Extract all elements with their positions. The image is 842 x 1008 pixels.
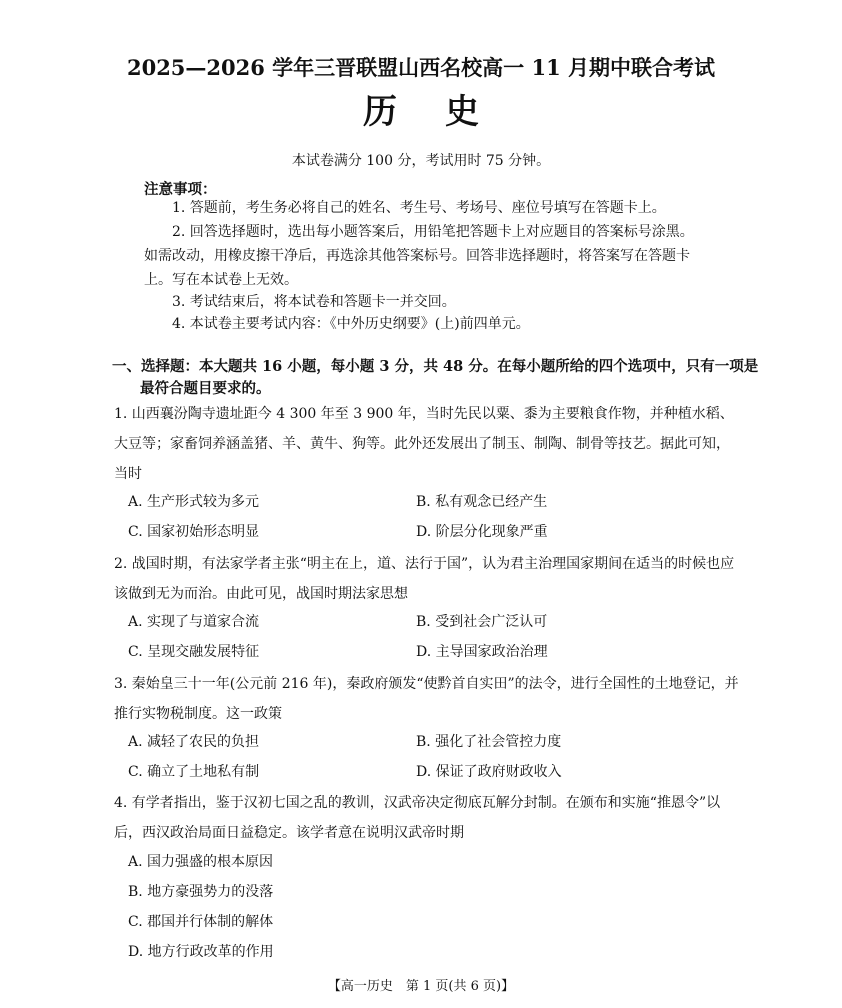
exam-title: 2025—2026 学年三晋联盟山西名校高一 11 月期中联合考试: [126, 55, 716, 80]
question-2-option-a[interactable]: A. 实现了与道家合流: [128, 614, 260, 630]
question-3-option-c[interactable]: C. 确立了土地私有制: [128, 764, 260, 780]
question-1-option-b[interactable]: B. 私有观念已经产生: [416, 494, 548, 510]
question-4-option-a[interactable]: A. 国力强盛的根本原因: [128, 854, 274, 870]
question-4-option-b[interactable]: B. 地方豪强势力的没落: [128, 884, 274, 900]
notice-heading: 注意事项：: [144, 181, 217, 198]
question-3-option-d[interactable]: D. 保证了政府财政收入: [416, 764, 562, 780]
question-3-option-b[interactable]: B. 强化了社会管控力度: [416, 734, 562, 750]
notice-item-3: 3. 考试结束后，将本试卷和答题卡一并交回。: [172, 294, 456, 310]
question-1-stem: 1. 山西襄汾陶寺遗址距今 4 300 年至 3 900 年，当时先民以粟、黍为主要粮食作物，并种植水稻、大豆等；家畜饲养涵盖猪、羊、黄牛、狗等。此外还发展出了制玉、制陶、制骨等技艺。据此可知，当时: [114, 406, 734, 482]
question-3-stem: 3. 秦始皇三十一年(公元前 216 年)，秦政府颁发“使黔首自实田”的法令，进行全国性的土地登记，并推行实物税制度。这一政策: [114, 676, 739, 722]
page-footer: 【高一历史 第 1 页(共 6 页)】: [327, 979, 515, 994]
notice-item-2: 2. 回答选择题时，选出每小题答案后，用铅笔把答题卡上对应题目的答案标号涂黑。如需改动，用橡皮擦干净后，再选涂其他答案标号。回答非选择题时，将答案写在答题卡上。写在本试卷上无效。: [144, 224, 694, 288]
question-1-option-a[interactable]: A. 生产形式较为多元: [128, 494, 260, 510]
question-4-stem: 4. 有学者指出，鉴于汉初七国之乱的教训，汉武帝决定彻底瓦解分封制。在颁布和实施“推恩令”以后，西汉政治局面日益稳定。该学者意在说明汉武帝时期: [114, 795, 721, 841]
question-2-stem: 2. 战国时期，有法家学者主张“明主在上，道、法行于国”，认为君主治理国家期间在适当的时候也应该做到无为而治。由此可见，战国时期法家思想: [114, 556, 735, 602]
notice-item-1: 1. 答题前，考生务必将自己的姓名、考生号、考场号、座位号填写在答题卡上。: [172, 200, 666, 216]
question-2-option-d[interactable]: D. 主导国家政治治理: [416, 644, 548, 660]
question-4-option-c[interactable]: C. 郡国并行体制的解体: [128, 914, 274, 930]
question-1-option-d[interactable]: D. 阶层分化现象严重: [416, 524, 548, 540]
question-2-option-b[interactable]: B. 受到社会广泛认可: [416, 614, 548, 630]
question-3-option-a[interactable]: A. 减轻了农民的负担: [128, 734, 260, 750]
section-heading: 一、选择题：本大题共 16 小题，每小题 3 分，共 48 分。在每小题所给的四个选项中，只有一项是最符合题目要求的。: [112, 358, 759, 397]
subject-title: 历史: [363, 92, 527, 132]
question-2-option-c[interactable]: C. 呈现交融发展特征: [128, 644, 260, 660]
question-4-option-d[interactable]: D. 地方行政改革的作用: [128, 944, 274, 960]
notice-item-4: 4. 本试卷主要考试内容：《中外历史纲要》(上)前四单元。: [172, 316, 530, 332]
question-1-option-c[interactable]: C. 国家初始形态明显: [128, 524, 260, 540]
exam-info: 本试卷满分 100 分，考试用时 75 分钟。: [291, 153, 551, 169]
